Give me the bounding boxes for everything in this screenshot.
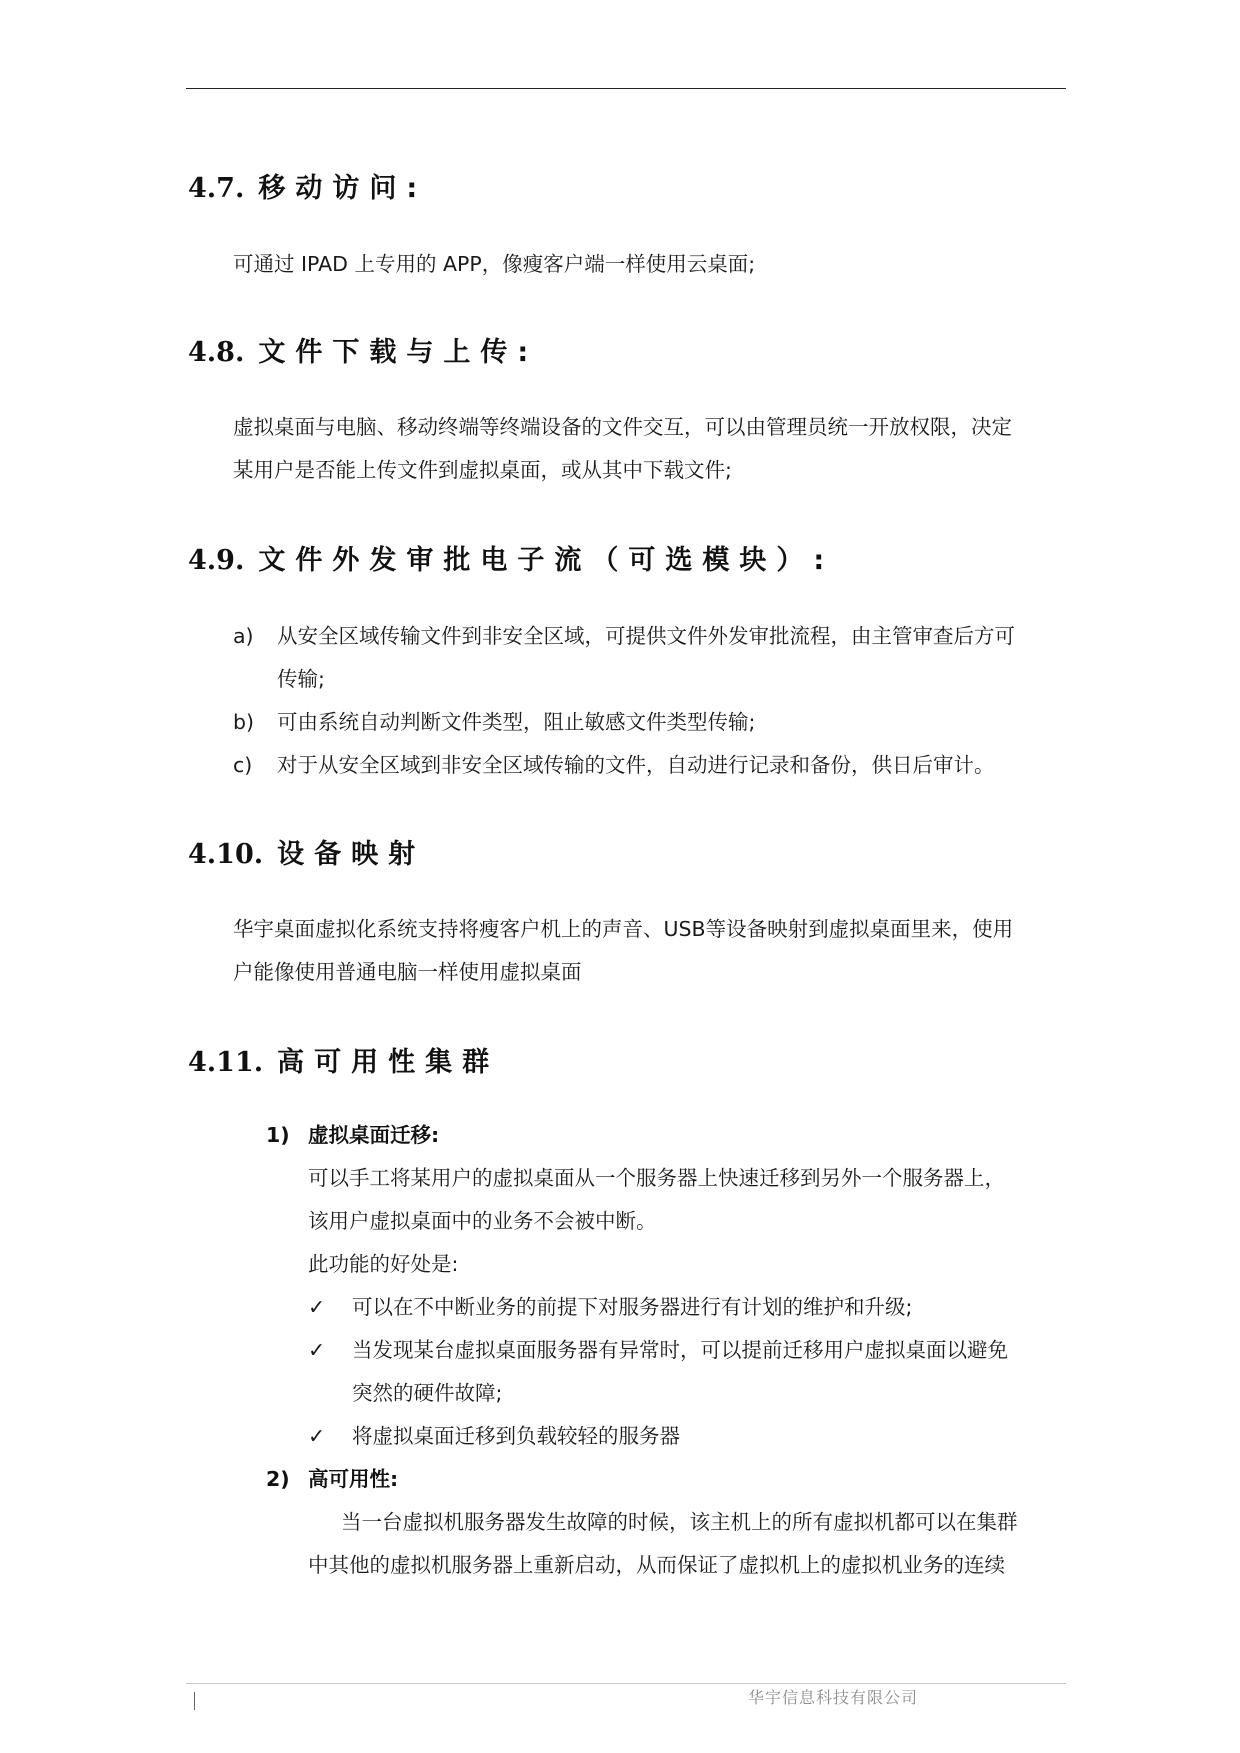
list-item-c: 对于从安全区域到非安全区域传输的文件，自动进行记录和备份，供日后审计。 — [277, 753, 995, 777]
section-heading-4-11 — [188, 1040, 499, 1079]
subsection-1-line-3: 此功能的好处是: — [308, 1252, 459, 1276]
subsection-1-line-2: 该用户虚拟桌面中的业务不会被中断。 — [308, 1209, 657, 1233]
subsection-1-line-1: 可以手工将某用户的虚拟桌面从一个服务器上快速迁移到另外一个服务器上， — [308, 1166, 1005, 1190]
check-icon: ✓ — [308, 1338, 326, 1362]
section-number: 4.7. — [188, 173, 245, 204]
check-icon: ✓ — [308, 1295, 326, 1319]
section-heading-4-8 — [188, 330, 538, 369]
subsection-marker-1: 1) — [266, 1123, 290, 1147]
section-title: 文件下载与上传: — [258, 337, 539, 368]
check-item-2-line-1: 当发现某台虚拟桌面服务器有异常时，可以提前迁移用户虚拟桌面以避免 — [352, 1338, 1008, 1362]
subsection-title-1: 虚拟桌面迁移: — [308, 1123, 440, 1147]
footer-bar — [194, 1692, 195, 1710]
paragraph-4-8-line-1: 虚拟桌面与电脑、移动终端等终端设备的文件交互，可以由管理员统一开放权限，决定 — [233, 415, 1012, 439]
section-heading-4-10 — [188, 832, 425, 871]
section-number: 4.9. — [188, 545, 245, 576]
check-icon: ✓ — [308, 1424, 326, 1448]
check-item-2-line-2: 突然的硬件故障; — [352, 1381, 503, 1405]
paragraph-4-7: 可通过 IPAD 上专用的 APP，像瘦客户端一样使用云桌面; — [233, 252, 756, 276]
section-title: 高可用性集群 — [277, 1047, 500, 1078]
section-heading-4-7 — [188, 166, 427, 205]
list-marker-c: c) — [233, 753, 253, 777]
subsection-title-2: 高可用性: — [308, 1467, 399, 1491]
list-item-b: 可由系统自动判断文件类型，阻止敏感文件类型传输; — [277, 710, 756, 734]
section-title: 设备映射 — [277, 839, 426, 870]
check-item-3: 将虚拟桌面迁移到负载较轻的服务器 — [352, 1424, 680, 1448]
section-heading-4-9 — [188, 538, 834, 577]
list-item-a-line-2: 传输; — [277, 667, 325, 691]
list-item-a-line-1: 从安全区域传输文件到非安全区域，可提供文件外发审批流程，由主管审查后方可 — [277, 624, 1015, 648]
section-title: 移动访问: — [258, 173, 428, 204]
paragraph-4-10-line-2: 户能像使用普通电脑一样使用虚拟桌面 — [233, 960, 582, 984]
subsection-2-line-2: 中其他的虚拟机服务器上重新启动，从而保证了虚拟机上的虚拟机业务的连续 — [308, 1553, 1005, 1577]
section-number: 4.8. — [188, 337, 245, 368]
subsection-2-line-1: 当一台虚拟机服务器发生故障的时候，该主机上的所有虚拟机都可以在集群 — [341, 1510, 1018, 1534]
list-marker-a: a) — [233, 624, 254, 648]
header-rule — [186, 88, 1066, 89]
check-item-1: 可以在不中断业务的前提下对服务器进行有计划的维护和升级; — [352, 1295, 913, 1319]
subsection-marker-2: 2) — [266, 1467, 290, 1491]
section-number: 4.11. — [188, 1047, 264, 1078]
footer-rule — [186, 1683, 1066, 1684]
section-number: 4.10. — [188, 839, 264, 870]
footer-company-name: 华宇信息科技有限公司 — [748, 1688, 919, 1707]
section-title: 文件外发审批电子流（可选模块）: — [258, 545, 835, 576]
paragraph-4-8-line-2: 某用户是否能上传文件到虚拟桌面，或从其中下载文件; — [233, 458, 732, 482]
paragraph-4-10-line-1: 华宇桌面虚拟化系统支持将瘦客户机上的声音、USB等设备映射到虚拟桌面里来，使用 — [233, 917, 1014, 941]
list-marker-b: b) — [233, 710, 255, 734]
